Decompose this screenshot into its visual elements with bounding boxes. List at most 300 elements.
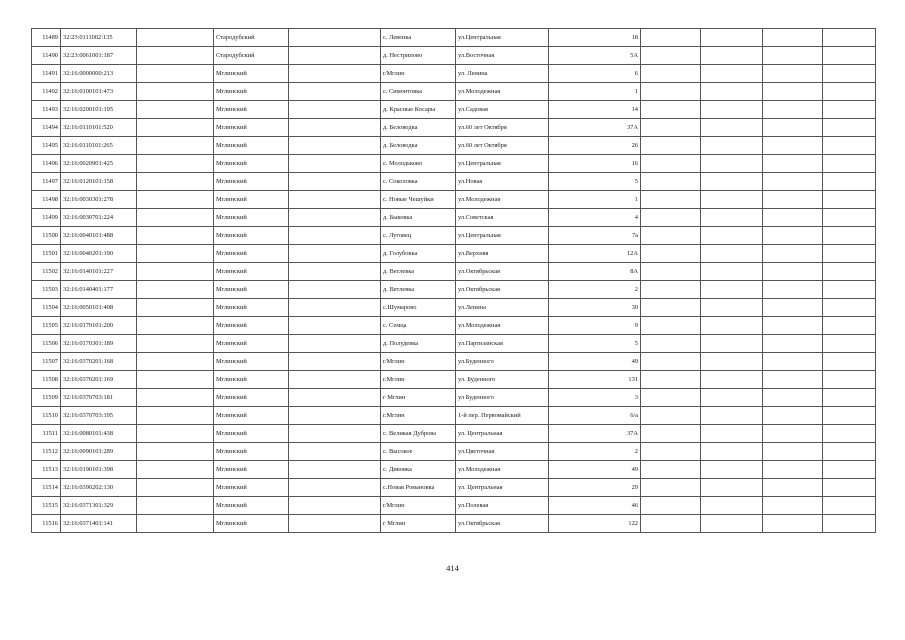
empty-cell (641, 83, 701, 101)
settlement-cell: с.Шумарово (381, 299, 456, 317)
empty-cell (137, 353, 214, 371)
settlement-cell: г.Мглин (381, 65, 456, 83)
house-number-cell: 5 (549, 335, 641, 353)
empty-cell (701, 461, 763, 479)
house-number-cell: 29 (549, 479, 641, 497)
house-number-cell: 18 (549, 29, 641, 47)
empty-cell (823, 47, 876, 65)
row-number-cell: 11516 (32, 515, 61, 533)
empty-cell (137, 443, 214, 461)
cadastral-number-cell: 32:16:0100101:473 (61, 83, 137, 101)
empty-cell (823, 155, 876, 173)
empty-cell (763, 497, 823, 515)
house-number-cell: 26 (549, 137, 641, 155)
empty-cell (289, 245, 381, 263)
empty-cell (701, 443, 763, 461)
empty-cell (641, 47, 701, 65)
empty-cell (137, 425, 214, 443)
table-row (32, 119, 876, 137)
empty-cell (641, 515, 701, 533)
empty-cell (289, 83, 381, 101)
empty-cell (701, 83, 763, 101)
street-cell: ул.Октябрьская (456, 281, 549, 299)
row-number-cell: 11495 (32, 137, 61, 155)
empty-cell (641, 353, 701, 371)
empty-cell (823, 245, 876, 263)
street-cell: ул.60 лет Октября (456, 119, 549, 137)
cadastral-number-cell: 32:16:0200101:195 (61, 101, 137, 119)
row-number-cell: 11510 (32, 407, 61, 425)
house-number-cell: 12А (549, 245, 641, 263)
district-cell: Мглинский (214, 155, 289, 173)
empty-cell (823, 227, 876, 245)
settlement-cell: д. Ветлевка (381, 263, 456, 281)
cadastral-number-cell: 32:16:0080101:438 (61, 425, 137, 443)
empty-cell (701, 479, 763, 497)
empty-cell (823, 119, 876, 137)
street-cell: ул.Ленина (456, 299, 549, 317)
street-cell: ул. Ленина (456, 65, 549, 83)
cadastral-number-cell: 32:16:0371401:141 (61, 515, 137, 533)
empty-cell (137, 119, 214, 137)
settlement-cell: д. Нестрипово (381, 47, 456, 65)
empty-cell (137, 479, 214, 497)
empty-cell (137, 263, 214, 281)
district-cell: Мглинский (214, 209, 289, 227)
row-number-cell: 11515 (32, 497, 61, 515)
street-cell: ул. Буденного (456, 371, 549, 389)
cadastral-number-cell: 32:16:0020901:425 (61, 155, 137, 173)
empty-cell (641, 209, 701, 227)
house-number-cell: 49 (549, 461, 641, 479)
empty-cell (823, 281, 876, 299)
empty-cell (137, 155, 214, 173)
cadastral-number-cell: 32:16:0110101:265 (61, 137, 137, 155)
empty-cell (137, 227, 214, 245)
empty-cell (701, 299, 763, 317)
settlement-cell: с.Новая Романовка (381, 479, 456, 497)
row-number-cell: 11509 (32, 389, 61, 407)
table-row (32, 461, 876, 479)
row-number-cell: 11506 (32, 335, 61, 353)
empty-cell (641, 299, 701, 317)
empty-cell (763, 209, 823, 227)
empty-cell (137, 515, 214, 533)
district-cell: Мглинский (214, 407, 289, 425)
street-cell: ул.Молодежная (456, 317, 549, 335)
cadastral-number-cell: 32:16:0030301:278 (61, 191, 137, 209)
empty-cell (763, 65, 823, 83)
empty-cell (289, 407, 381, 425)
empty-cell (823, 65, 876, 83)
settlement-cell: с. Великая Дуброва (381, 425, 456, 443)
settlement-cell: д. Полудевка (381, 335, 456, 353)
empty-cell (823, 389, 876, 407)
empty-cell (289, 155, 381, 173)
table-row (32, 299, 876, 317)
empty-cell (701, 281, 763, 299)
row-number-cell: 11508 (32, 371, 61, 389)
cadastral-number-cell: 32:16:0110101:520 (61, 119, 137, 137)
empty-cell (701, 245, 763, 263)
cadastral-number-cell: 32:16:0140101:227 (61, 263, 137, 281)
house-number-cell: 3 (549, 389, 641, 407)
house-number-cell: 2 (549, 443, 641, 461)
empty-cell (823, 191, 876, 209)
empty-cell (289, 173, 381, 191)
empty-cell (823, 209, 876, 227)
row-number-cell: 11496 (32, 155, 61, 173)
street-cell: ул. Центральная (456, 479, 549, 497)
empty-cell (701, 317, 763, 335)
empty-cell (823, 353, 876, 371)
table-row (32, 515, 876, 533)
street-cell: ул.Партизанская (456, 335, 549, 353)
empty-cell (823, 497, 876, 515)
cadastral-number-cell: 32:16:0170101:200 (61, 317, 137, 335)
empty-cell (763, 29, 823, 47)
district-cell: Мглинский (214, 245, 289, 263)
settlement-cell: д. Красные Косары (381, 101, 456, 119)
street-cell: ул.60 лет Октября (456, 137, 549, 155)
empty-cell (289, 479, 381, 497)
street-cell: ул.Советская (456, 209, 549, 227)
empty-cell (763, 317, 823, 335)
table-row (32, 137, 876, 155)
empty-cell (137, 371, 214, 389)
district-cell: Мглинский (214, 371, 289, 389)
empty-cell (823, 461, 876, 479)
house-number-cell: 37А (549, 119, 641, 137)
row-number-cell: 11494 (32, 119, 61, 137)
row-number-cell: 11504 (32, 299, 61, 317)
empty-cell (641, 173, 701, 191)
empty-cell (137, 407, 214, 425)
empty-cell (823, 173, 876, 191)
street-cell: ул.Октябрьская (456, 263, 549, 281)
empty-cell (289, 335, 381, 353)
cadastral-number-cell: 32:16:0370201:168 (61, 353, 137, 371)
table-row (32, 425, 876, 443)
street-cell: ул.Октябрьская (456, 515, 549, 533)
empty-cell (289, 47, 381, 65)
house-number-cell: 30 (549, 299, 641, 317)
street-cell: ул.Молодежная (456, 83, 549, 101)
row-number-cell: 11499 (32, 209, 61, 227)
house-number-cell: 6 (549, 65, 641, 83)
settlement-cell: д. Беловодка (381, 119, 456, 137)
empty-cell (641, 335, 701, 353)
table-row (32, 353, 876, 371)
street-cell: ул.Новая (456, 173, 549, 191)
street-cell: ул.Центральная (456, 155, 549, 173)
empty-cell (763, 227, 823, 245)
empty-cell (823, 407, 876, 425)
empty-cell (641, 281, 701, 299)
empty-cell (137, 101, 214, 119)
settlement-cell: с. Симонтовка (381, 83, 456, 101)
settlement-cell: с. Высокое (381, 443, 456, 461)
district-cell: Стародубский (214, 29, 289, 47)
empty-cell (763, 425, 823, 443)
empty-cell (823, 299, 876, 317)
empty-cell (641, 389, 701, 407)
settlement-cell: г.Мглин (381, 407, 456, 425)
empty-cell (763, 47, 823, 65)
table-row (32, 209, 876, 227)
district-cell: Мглинский (214, 227, 289, 245)
district-cell: Мглинский (214, 425, 289, 443)
house-number-cell: 7а (549, 227, 641, 245)
empty-cell (137, 281, 214, 299)
house-number-cell: 131 (549, 371, 641, 389)
cadastral-number-cell: 32:23:0111002:135 (61, 29, 137, 47)
house-number-cell: 1 (549, 83, 641, 101)
table-row (32, 371, 876, 389)
empty-cell (137, 389, 214, 407)
empty-cell (641, 137, 701, 155)
cadastral-number-cell: 32:16:0040101:488 (61, 227, 137, 245)
empty-cell (701, 137, 763, 155)
empty-cell (823, 263, 876, 281)
settlement-cell: г.Мглин (381, 497, 456, 515)
empty-cell (763, 443, 823, 461)
empty-cell (289, 227, 381, 245)
empty-cell (763, 191, 823, 209)
row-number-cell: 11502 (32, 263, 61, 281)
street-cell: ул.Буденного (456, 353, 549, 371)
settlement-cell: г Мглин (381, 515, 456, 533)
district-cell: Мглинский (214, 443, 289, 461)
row-number-cell: 11489 (32, 29, 61, 47)
row-number-cell: 11500 (32, 227, 61, 245)
table-row (32, 407, 876, 425)
table-row (32, 155, 876, 173)
empty-cell (641, 497, 701, 515)
cadastral-number-cell: 32:16:0390202:130 (61, 479, 137, 497)
settlement-cell: с. Новые Чешуйки (381, 191, 456, 209)
empty-cell (701, 227, 763, 245)
empty-cell (137, 173, 214, 191)
street-cell: ул.Верхняя (456, 245, 549, 263)
row-number-cell: 11498 (32, 191, 61, 209)
house-number-cell: 14 (549, 101, 641, 119)
street-cell: ул.Цветочная (456, 443, 549, 461)
empty-cell (289, 263, 381, 281)
house-number-cell: 5 (549, 173, 641, 191)
row-number-cell: 11501 (32, 245, 61, 263)
row-number-cell: 11513 (32, 461, 61, 479)
table-row (32, 245, 876, 263)
empty-cell (289, 137, 381, 155)
empty-cell (137, 245, 214, 263)
row-number-cell: 11503 (32, 281, 61, 299)
empty-cell (701, 119, 763, 137)
empty-cell (763, 281, 823, 299)
row-number-cell: 11511 (32, 425, 61, 443)
row-number-cell: 11507 (32, 353, 61, 371)
empty-cell (701, 389, 763, 407)
district-cell: Мглинский (214, 353, 289, 371)
empty-cell (641, 479, 701, 497)
house-number-cell: 4 (549, 209, 641, 227)
cadastral-number-cell: 32:16:0050101:408 (61, 299, 137, 317)
house-number-cell: 5А (549, 47, 641, 65)
house-number-cell: 9 (549, 317, 641, 335)
district-cell: Мглинский (214, 137, 289, 155)
empty-cell (289, 515, 381, 533)
table-row (32, 497, 876, 515)
empty-cell (763, 83, 823, 101)
street-cell: ул.Центральная (456, 227, 549, 245)
empty-cell (641, 155, 701, 173)
empty-cell (763, 371, 823, 389)
row-number-cell: 11492 (32, 83, 61, 101)
table-row (32, 263, 876, 281)
district-cell: Мглинский (214, 299, 289, 317)
district-cell: Мглинский (214, 317, 289, 335)
empty-cell (289, 101, 381, 119)
empty-cell (701, 47, 763, 65)
empty-cell (137, 47, 214, 65)
empty-cell (763, 335, 823, 353)
row-number-cell: 11490 (32, 47, 61, 65)
row-number-cell: 11512 (32, 443, 61, 461)
empty-cell (289, 443, 381, 461)
house-number-cell: 8А (549, 263, 641, 281)
empty-cell (289, 119, 381, 137)
registry-body (32, 29, 876, 533)
empty-cell (701, 65, 763, 83)
cadastral-number-cell: 32:16:0140401:177 (61, 281, 137, 299)
cadastral-number-cell: 32:16:0371301:329 (61, 497, 137, 515)
table-row (32, 443, 876, 461)
table-row (32, 47, 876, 65)
house-number-cell: 37А (549, 425, 641, 443)
row-number-cell: 11493 (32, 101, 61, 119)
street-cell: ул.Центральная (456, 29, 549, 47)
empty-cell (137, 137, 214, 155)
empty-cell (641, 443, 701, 461)
house-number-cell: 122 (549, 515, 641, 533)
empty-cell (823, 137, 876, 155)
empty-cell (289, 353, 381, 371)
empty-cell (289, 425, 381, 443)
empty-cell (289, 461, 381, 479)
empty-cell (137, 191, 214, 209)
cadastral-number-cell: 32:16:0370703:181 (61, 389, 137, 407)
street-cell: ул.Полевая (456, 497, 549, 515)
empty-cell (701, 371, 763, 389)
empty-cell (289, 209, 381, 227)
empty-cell (701, 209, 763, 227)
empty-cell (701, 407, 763, 425)
cadastral-number-cell: 32:16:0030701:224 (61, 209, 137, 227)
street-cell: 1-й пер. Первомайский (456, 407, 549, 425)
street-cell: ул.Молодежная (456, 461, 549, 479)
house-number-cell: 2 (549, 281, 641, 299)
empty-cell (763, 389, 823, 407)
empty-cell (137, 335, 214, 353)
empty-cell (641, 461, 701, 479)
street-cell: ул.Молодежная (456, 191, 549, 209)
empty-cell (289, 299, 381, 317)
settlement-cell: с. Молодьково (381, 155, 456, 173)
district-cell: Мглинский (214, 335, 289, 353)
settlement-cell: с. Левенка (381, 29, 456, 47)
cadastral-number-cell: 32:16:0040201:190 (61, 245, 137, 263)
empty-cell (701, 515, 763, 533)
empty-cell (289, 29, 381, 47)
district-cell: Мглинский (214, 479, 289, 497)
settlement-cell: г.Мглин (381, 353, 456, 371)
registry-table (31, 28, 876, 533)
empty-cell (701, 497, 763, 515)
empty-cell (823, 371, 876, 389)
settlement-cell: г.Мглин (381, 371, 456, 389)
settlement-cell: с. Семца (381, 317, 456, 335)
empty-cell (137, 317, 214, 335)
empty-cell (701, 425, 763, 443)
empty-cell (763, 263, 823, 281)
empty-cell (701, 191, 763, 209)
empty-cell (289, 389, 381, 407)
empty-cell (137, 497, 214, 515)
settlement-cell: д. Голубовка (381, 245, 456, 263)
empty-cell (701, 335, 763, 353)
cadastral-number-cell: 32:16:0370703:195 (61, 407, 137, 425)
empty-cell (701, 101, 763, 119)
street-cell: ул. Центральная (456, 425, 549, 443)
street-cell: ул Буденного (456, 389, 549, 407)
empty-cell (289, 317, 381, 335)
empty-cell (763, 479, 823, 497)
empty-cell (137, 461, 214, 479)
district-cell: Мглинский (214, 83, 289, 101)
table-row (32, 173, 876, 191)
cadastral-number-cell: 32:23:0061001:187 (61, 47, 137, 65)
table-row (32, 29, 876, 47)
page-number: 414 (446, 563, 459, 573)
empty-cell (823, 83, 876, 101)
empty-cell (137, 83, 214, 101)
empty-cell (137, 299, 214, 317)
empty-cell (137, 29, 214, 47)
empty-cell (823, 443, 876, 461)
empty-cell (763, 299, 823, 317)
table-row (32, 389, 876, 407)
empty-cell (701, 173, 763, 191)
empty-cell (701, 155, 763, 173)
empty-cell (763, 407, 823, 425)
empty-cell (823, 29, 876, 47)
empty-cell (641, 65, 701, 83)
empty-cell (701, 29, 763, 47)
district-cell: Мглинский (214, 101, 289, 119)
settlement-cell: с. Луговец (381, 227, 456, 245)
empty-cell (823, 479, 876, 497)
empty-cell (641, 119, 701, 137)
empty-cell (823, 317, 876, 335)
empty-cell (701, 353, 763, 371)
table-row (32, 83, 876, 101)
empty-cell (763, 173, 823, 191)
row-number-cell: 11497 (32, 173, 61, 191)
district-cell: Мглинский (214, 65, 289, 83)
cadastral-number-cell: 32:16:0190101:398 (61, 461, 137, 479)
district-cell: Мглинский (214, 191, 289, 209)
empty-cell (289, 65, 381, 83)
